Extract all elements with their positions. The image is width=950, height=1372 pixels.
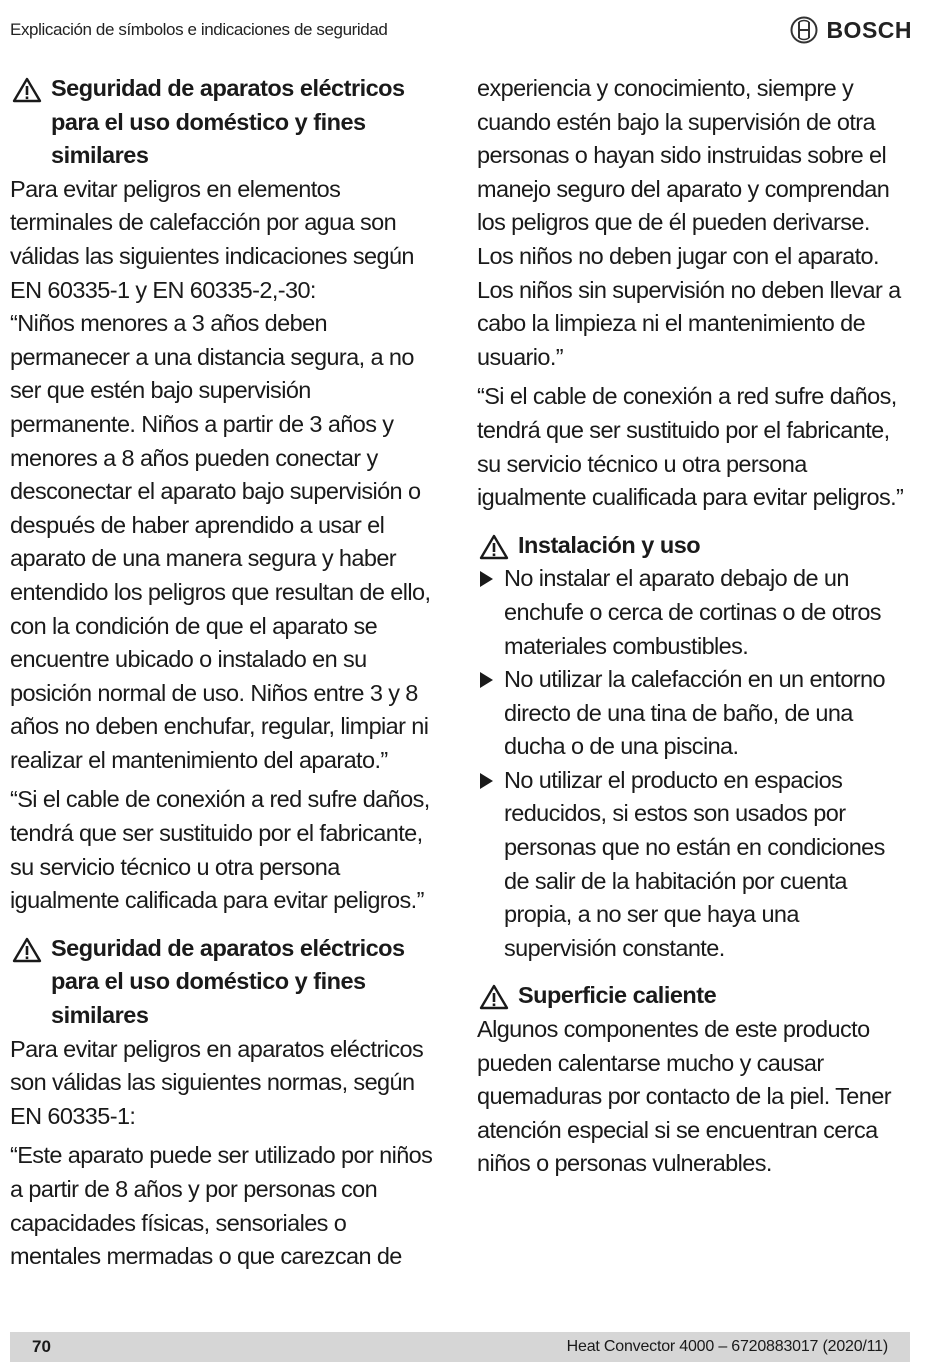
list-item [477, 562, 907, 663]
bullet-arrow-icon [480, 773, 493, 789]
bullet-arrow-icon [480, 571, 493, 587]
paragraph: “Si el cable de conexión a red sufre daños, tendrá que ser sustituido por el fabricante, su servicio técnico u otra persona igualmente cualificada para evitar peligros.” [477, 383, 904, 511]
brand-logo [790, 16, 912, 44]
list-item [477, 663, 907, 764]
left-column [10, 72, 442, 1274]
page-footer [10, 1332, 910, 1362]
heading-text: Seguridad de aparatos eléctricos para el uso doméstico y fines similares [51, 934, 405, 1029]
installation-list [477, 562, 907, 965]
list-item-text: No instalar el aparato debajo de un enchufe o cerca de cortinas o de otros materiales combustibles. [504, 565, 881, 659]
section-heading-electrical-appliances [10, 932, 442, 1033]
paragraph: experiencia y conocimiento, siempre y cuando estén bajo la supervisión de otra personas o hayan sido instruidas sobre el manejo seguro del aparato y comprendan los peligros que de él pueden derivarse. Los niños no deben jugar con el aparato. Los niños sin supervisión no deben llevar a cabo la limpieza ni el mantenimiento de usuario.” [477, 75, 901, 370]
document-reference: Heat Convector 4000 – 6720883017 (2020/11) [566, 1338, 888, 1355]
section-heading-installation [477, 529, 907, 563]
list-item-text: No utilizar la calefacción en un entorno directo de una tina de baño, de una ducha o de una piscina. [504, 666, 885, 760]
section-heading-electrical-safety [10, 72, 442, 173]
paragraph: “Este aparato puede ser utilizado por niños a partir de 8 años y por personas con capacidades físicas, sensoriales o mentales mermadas o que carezcan de [10, 1142, 433, 1270]
warning-triangle-icon [12, 77, 42, 103]
page-section-title: Explicación de símbolos e indicaciones de seguridad [10, 20, 388, 39]
warning-triangle-icon [479, 984, 509, 1010]
page-number: 70 [32, 1337, 51, 1356]
paragraph: “Si el cable de conexión a red sufre daños, tendrá que ser sustituido por el fabricante, su servicio técnico u otra persona igualmente calificada para evitar peligros.” [10, 786, 430, 914]
paragraph: Para evitar peligros en elementos terminales de calefacción por agua son válidas las siguientes indicaciones según EN 60335-1 y EN 60335-2,-30: [10, 175, 414, 303]
bullet-arrow-icon [480, 672, 493, 688]
warning-triangle-icon [12, 937, 42, 963]
right-column [477, 72, 907, 1181]
list-item-text: No utilizar el producto en espacios reducidos, si estos son usados por personas que no están en condiciones de salir de la habitación por cuenta propia, a no ser que haya una supervisión constante. [504, 766, 885, 961]
heading-text: Instalación y uso [518, 531, 701, 558]
paragraph: “Niños menores a 3 años deben permanecer a una distancia segura, a no ser que estén bajo supervisión permanente. Niños a partir de 3 años y menores a 8 años pueden conectar y desconectar el aparato bajo supervisión o después de haber aprendido a usar el aparato de una manera segura y haber entendido los peligros que resultan de ello, con la condición de que el aparato se encuentre ubicado o instalado en su posición normal de uso. Niños entre 3 y 8 años no deben enchufar, regular, limpiar ni realizar el mantenimiento del aparato.” [10, 310, 431, 773]
warning-triangle-icon [479, 534, 509, 560]
heading-text: Seguridad de aparatos eléctricos para el uso doméstico y fines similares [51, 75, 405, 169]
list-item [477, 764, 907, 966]
bosch-armature-icon [790, 16, 818, 44]
heading-text: Superficie caliente [518, 982, 717, 1009]
paragraph: Para evitar peligros en aparatos eléctricos son válidas las siguientes normas, según EN 60335-1: [10, 1035, 424, 1129]
brand-name: BOSCH [826, 16, 912, 43]
paragraph: Algunos componentes de este producto pueden calentarse mucho y causar quemaduras por contacto de la piel. Tener atención especial si se encuentran cerca niños o personas vulnerables. [477, 1016, 891, 1177]
section-heading-hot-surface [477, 979, 907, 1013]
